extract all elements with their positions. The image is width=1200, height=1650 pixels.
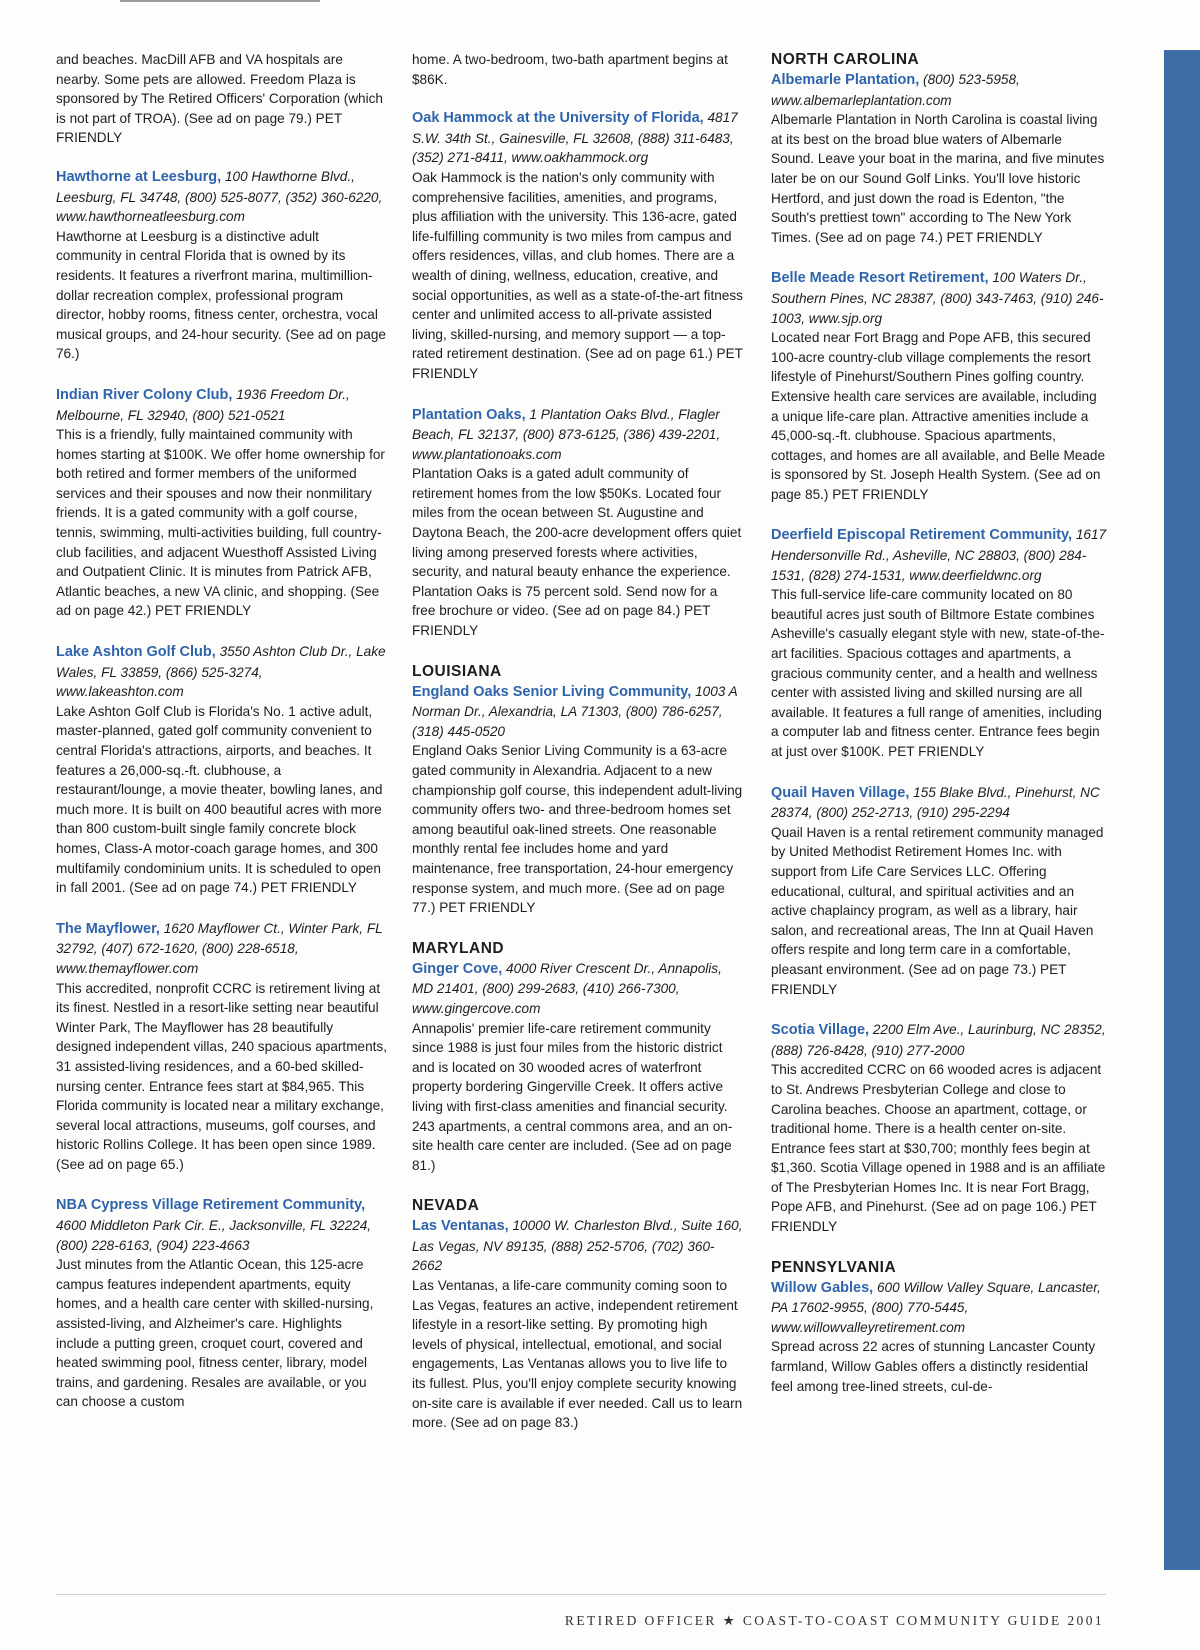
entry-description: Spread across 22 acres of stunning Lancaster County farmland, Willow Gables offers a distinctly residential feel among tree-lined streets, cul-de- [771,1339,1096,1394]
entry-description: Plantation Oaks is a gated adult community of retirement homes from the low $50Ks. Located four miles from the ocean between St. Augustine and Daytona Beach, the 200-acre development offers quiet living among preserved forests where activities, security, and natural beauty enhance the experience. Plantation Oaks is 75 percent sold. Send now for a free brochure or video. (See ad on page 84.) PET FRIENDLY [412,466,742,639]
state-heading: LOUISIANA [412,662,502,680]
column-1 [56,50,388,1433]
listing-entry [56,919,388,1175]
entry-description: Lake Ashton Golf Club is Florida's No. 1 active adult, master-planned, gated golf community convenient to central Florida's attractions, airports, and beaches. It features a 26,000-sq.-ft. clubhouse, a restaurant/lounge, a movie theater, bowling lanes, and much more. It is built on 400 beautiful acres with more than 800 custom-built single family concrete block homes, Class-A motor-coach garage homes, and 300 multifamily condominium units. It is scheduled to open in fall 2001. (See ad on page 74.) PET FRIENDLY [56,703,383,896]
listing-entry [412,108,744,383]
entry-description: This accredited, nonprofit CCRC is retirement living at its finest. Nestled in a resort-like setting near beautiful Winter Park, The Mayflower has 28 beautifully designed independent villas, 240 spacious apartments, 31 assisted-living residences, and a 60-bed skilled-nursing center. Entrance fees start at $84,965. This Florida community is located near a military exchange, several local attractions, museums, golf courses, and historic Rollins College. It has been open since 1989. (See ad on page 65.) [56,980,388,1172]
listing-entry [412,939,744,1176]
state-heading: MARYLAND [412,939,505,957]
entry-address: 4000 River Crescent Dr., Annapolis, MD 21401, (800) 299-2683, (410) 266-7300, www.gingercove.com [412,960,722,1016]
listing-entry [771,525,1107,761]
entry-name: Ginger Cove, [412,960,503,977]
lead-paragraph: home. A two-bedroom, two-bath apartment begins at $86K. [412,52,728,87]
listing-entry [771,1258,1107,1397]
entry-address: 10000 W. Charleston Blvd., Suite 160, Las Vegas, NV 89135, (888) 252-5706, (702) 360-2662 [412,1218,743,1274]
entry-address: 2200 Elm Ave., Laurinburg, NC 28352, (888) 726-8428, (910) 277-2000 [771,1022,1106,1058]
entry-address: 3550 Ashton Club Dr., Lake Wales, FL 33859, (866) 525-3274, www.lakeashton.com [56,644,386,700]
entry-description: This accredited CCRC on 66 wooded acres is adjacent to St. Andrews Presbyterian College and close to Carolina beaches. Choose an apartment, cottage, or traditional home. There is a health center on-site. Entrance fees start at $30,700; monthly fees begin at $1,360. Scotia Village opened in 1988 and is an affiliate of The Presbyterian Homes Inc. It is near Fort Bragg, Pope AFB, and Pinehurst. (See ad on page 106.) PET FRIENDLY [771,1062,1106,1235]
entry-name: Plantation Oaks, [412,406,526,423]
entry-description: Las Ventanas, a life-care community coming soon to Las Vegas, features an active, independent retirement lifestyle in a resort-like setting. By promoting high levels of physical, intellectual, emotional, and social engagements, Las Ventanas allows you to live life to its fullest. Plus, you'll enjoy complete security knowing on-site care is available if ever needed. Call us to learn more. (See ad on page 83.) [412,1278,743,1431]
listing-entry [771,783,1107,1000]
entry-address: 1003 A Norman Dr., Alexandria, LA 71303, (800) 786-6257, (318) 445-0520 [412,683,738,739]
listing-entry [412,662,744,918]
entry-name: Belle Meade Resort Retirement, [771,270,989,287]
entry-description: Just minutes from the Atlantic Ocean, this 125-acre campus features independent apartments, equity homes, and a health care center with skilled-nursing, assisted-living, and Alzheimer's care. Highlights include a putting green, croquet court, covered and heated swimming pool, fitness center, library, model trains, and gardening. Resales are available, or you can choose a custom [56,1257,374,1410]
entry-description: This full-service life-care community located on 80 beautiful acres just south of Biltmore Estate combines Asheville's casually elegant style with new, state-of-the-art facilities. Spacious cottages and apartments, a gracious community center, and a health and wellness center with assisted living and skilled nursing are all available. It features a full range of amenities, including a computer lab and fitness center. Entrance fees begin at just over $100K. PET FRIENDLY [771,587,1105,759]
entry-description: Hawthorne at Leesburg is a distinctive adult community in central Florida that is owned by its residents. It features a riverfront marina, multimillion-dollar recreation complex, professional program director, hobby rooms, fitness center, orchestra, vocal musical groups, and 24-hour security. (See ad on page 76.) [56,228,386,362]
entry-address: 155 Blake Blvd., Pinehurst, NC 28374, (800) 252-2713, (910) 295-2294 [771,784,1100,821]
entry-name: Scotia Village, [771,1022,870,1039]
entry-address: 1 Plantation Oaks Blvd., Flagler Beach, FL 32137, (800) 873-6125, (386) 439-2201, www.plantationoaks.com [412,406,721,462]
column-2 [412,50,744,1454]
entry-name: England Oaks Senior Living Community, [412,683,692,700]
entry-name: Indian River Colony Club, [56,386,233,403]
column-3 [771,50,1107,1417]
listing-entry [771,50,1107,247]
entry-description: Quail Haven is a rental retirement community managed by United Methodist Retirement Homes Inc. with support from Life Care Services LLC. Offering educational, cultural, and spiritual activities and an active chaplaincy program, as well as a library, hair salon, and recreational areas, The Inn at Quail Haven offers respite and long term care in a comfortable, pleasant environment. (See ad on page 73.) PET FRIENDLY [771,824,1104,997]
state-heading: NORTH CAROLINA [771,51,920,68]
entry-name: The Mayflower, [56,920,160,937]
footer-rule [56,1594,1106,1595]
entry-address: 100 Hawthorne Blvd., Leesburg, FL 34748, (800) 525-8077, (352) 360-6220, www.hawthorneatleesburg.com [56,168,383,225]
listing-entry [56,642,388,898]
listing-entry [56,1195,388,1412]
entry-address: 4600 Middleton Park Cir. E., Jacksonville, FL 32224, (800) 228-6163, (904) 223-4663 [56,1218,372,1253]
listing-entry [771,268,1107,504]
listing-entry [56,385,388,621]
entry-description: This is a friendly, fully maintained community with homes starting at $100K. We offer home ownership for both retired and former members of the uniformed services and their spouses and now their nonmilitary friends. It is a gated community with a golf course, tennis, swimming, multi-activities building, full country-club facilities, and adjacent Wuesthoff Assisted Living and Outpatient Clinic. It is minutes from Patrick AFB, Atlantic beaches, a new VA clinic, and shopping. (See ad on page 42.) PET FRIENDLY [56,427,385,619]
listing-entry [56,167,388,364]
entry-address: 1936 Freedom Dr., Melbourne, FL 32940, (800) 521-0521 [56,386,350,423]
state-heading: PENNSYLVANIA [771,1258,897,1276]
state-heading: NEVADA [412,1197,480,1215]
listing-entry [412,405,744,641]
entry-description: England Oaks Senior Living Community is a 63-acre gated community in Alexandria. Adjacent to a new championship golf course, this independent adult-living community offers two- and three-bedroom homes set among beautiful oak-lined streets. One reasonable monthly rental fee includes home and yard maintenance, free transportation, 24-hour emergency response system, and much more. (See ad on page 77.) PET FRIENDLY [412,743,743,916]
entry-description: Annapolis' premier life-care retirement community since 1988 is just four miles from the historic district and is located on 30 wooded acres of waterfront property bordering Gingerville Creek. It offers active living with first-class amenities and financial security. 243 apartments, a central commons area, and an on-site health care center are included. (See ad on page 81.) [412,1020,733,1173]
entry-name: NBA Cypress Village Retirement Community, [56,1197,366,1214]
entry-address: 600 Willow Valley Square, Lancaster, PA 17602-9955, (800) 770-5445, www.willowvalleyretirement.com [771,1279,1101,1335]
entry-description: Albemarle Plantation in North Carolina is coastal living at its best on the broad blue waters of Albemarle Sound. Leave your boat in the marina, and five minutes later be on our Sound Golf Links. You'll love historic Hertford, and just down the road is Edenton, "the South's prettiest town" according to The New York Times. (See ad on page 74.) PET FRIENDLY [771,112,1105,245]
running-footer: RETIRED OFFICER ★ COAST-TO-COAST COMMUNITY GUIDE 2001 [564,1613,1104,1628]
listing-entry [771,1020,1107,1237]
entry-description: Oak Hammock is the nation's only community with comprehensive facilities, amenities, and programs, plus affiliation with the university. This 136-acre, gated life-fulfilling community is two miles from campus and offers residences, villas, and club homes. There are a wealth of dining, wellness, education, creative, and social opportunities, as well as a state-of-the-art fitness center and unlimited access to all-private assisted living, skilled-nursing, and memory support — a top-rated retirement destination. (See ad on page 61.) PET FRIENDLY [412,169,743,381]
entry-name: Hawthorne at Leesburg, [56,168,222,185]
entry-description: Located near Fort Bragg and Pope AFB, this secured 100-acre country-club village complements the resort lifestyle of Pinehurst/Southern Pines golfing country. Extensive health care services are available, including a unique life-care plan. Attractive amenities include a 45,000-sq.-ft. clubhouse. Spacious apartments, cottages, and homes are all available, and Belle Meade is sponsored by St. Joseph Health System. (See ad on page 85.) PET FRIENDLY [771,330,1106,502]
entry-address: 100 Waters Dr., Southern Pines, NC 28387, (800) 343-7463, (910) 246-1003, www.sjp.org [771,270,1104,326]
entry-address: 4817 S.W. 34th St., Gainesville, FL 32608, (888) 311-6483, (352) 271-8411, www.oakhammock.org [412,110,738,166]
entry-name: Las Ventanas, [412,1218,509,1235]
entry-address: 1620 Mayflower Ct., Winter Park, FL 32792, (407) 672-1620, (800) 228-6518, www.themayflower.com [56,920,383,976]
entry-name: Willow Gables, [771,1279,874,1296]
lead-paragraph: and beaches. MacDill AFB and VA hospitals are nearby. Some pets are allowed. Freedom Plaza is sponsored by The Retired Officers' Corporation (which is not part of TROA). (See ad on page 79.) PET FRIENDLY [56,52,383,146]
entry-address: (800) 523-5958, www.albemarleplantation.com [771,72,1020,108]
entry-name: Lake Ashton Golf Club, [56,644,216,661]
entry-name: Deerfield Episcopal Retirement Community, [771,527,1073,544]
entry-name: Albemarle Plantation, [771,72,920,88]
side-color-bar [1164,50,1200,1570]
entry-name: Quail Haven Village, [771,784,910,801]
entry-name: Oak Hammock at the University of Florida, [412,110,704,127]
listing-entry [412,1196,744,1433]
entry-address: 1617 Hendersonville Rd., Asheville, NC 28803, (800) 284-1531, (828) 274-1531, www.deerfieldwnc.org [771,527,1107,583]
top-edge-line [120,0,320,2]
